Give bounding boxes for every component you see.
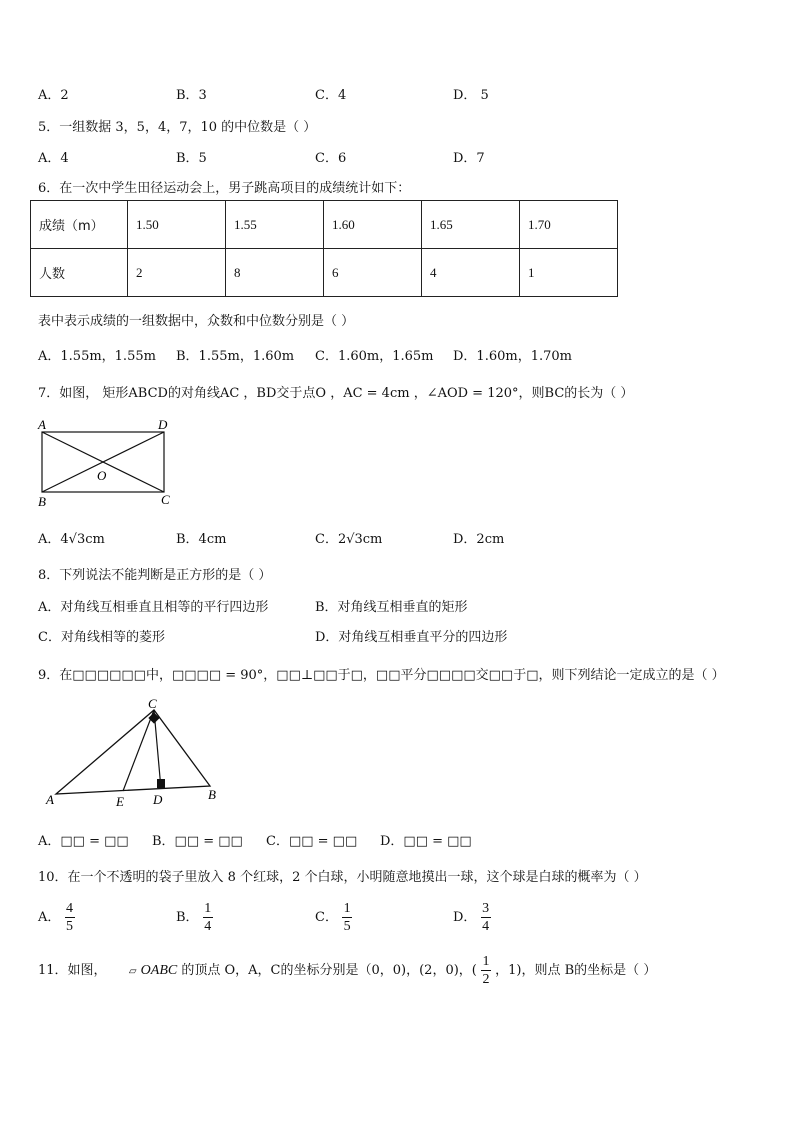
table-cell: 1.50 xyxy=(128,201,226,249)
point-label-e: E xyxy=(116,794,124,809)
q7-option-c: C．2√3cm xyxy=(315,532,383,547)
q4-option-c: C．4 xyxy=(315,88,347,103)
q11-middle: 的顶点 O，A，C的坐标分别是（0，0)，(2，0)，( xyxy=(181,963,477,978)
q10-stem: 10．在一个不透明的袋子里放入 8 个红球，2 个白球，小明随意地摸出一球，这个球是白球的概率为（ ） xyxy=(38,870,647,885)
option-label: A． xyxy=(38,910,61,925)
q9-stem: 9．在□□□□□□中，□□□□ = 90°，□□⊥□□于□，□□平分□□□□交□□于□，则下列结论一定成立的是（ ） xyxy=(38,668,725,683)
denominator: 4 xyxy=(204,919,212,934)
table-cell: 1.65 xyxy=(422,201,520,249)
table-cell: 2 xyxy=(128,249,226,297)
vertex-label-a: A xyxy=(46,792,54,807)
q8-stem: 8．下列说法不能判断是正方形的是（ ） xyxy=(38,568,272,583)
option-label: C． xyxy=(315,910,338,925)
q7-option-a: A．4√3cm xyxy=(38,532,105,547)
denominator: 5 xyxy=(343,919,351,934)
q6-score-table xyxy=(30,200,618,297)
table-cell: 6 xyxy=(324,249,422,297)
q6-question: 表中表示成绩的一组数据中，众数和中位数分别是（ ） xyxy=(38,314,355,329)
q9-option-b: B．□□ = □□ xyxy=(152,834,243,849)
q9-option-d: D．□□ = □□ xyxy=(380,834,472,849)
point-label-d: D xyxy=(153,792,163,807)
q7-option-b: B．4cm xyxy=(176,532,227,547)
q8-option-d: D．对角线互相垂直平分的四边形 xyxy=(315,630,508,645)
q5-option-a: A．4 xyxy=(38,151,69,166)
q10-option-d xyxy=(453,901,491,934)
q8-option-c: C．对角线相等的菱形 xyxy=(38,630,165,645)
table-row xyxy=(31,201,618,249)
vertex-label-c: C xyxy=(161,492,170,507)
table-row xyxy=(31,249,618,297)
q5-option-c: C．6 xyxy=(315,151,347,166)
fraction xyxy=(65,901,75,934)
fraction xyxy=(481,901,491,934)
denominator: 2 xyxy=(482,972,490,987)
parallelogram-icon: ▱ xyxy=(128,966,137,977)
q8-option-b: B．对角线互相垂直的矩形 xyxy=(315,600,468,615)
q7-option-d: D．2cm xyxy=(453,532,505,547)
fraction xyxy=(481,954,491,987)
table-cell: 1 xyxy=(520,249,618,297)
q10-option-a xyxy=(38,901,75,934)
q11-suffix: ，1)，则点 B的坐标是（ ） xyxy=(495,963,657,978)
q6-option-c: C．1.60m，1.65m xyxy=(315,349,434,364)
fraction xyxy=(342,901,352,934)
table-cell: 成绩（m） xyxy=(31,201,128,249)
q6-option-b: B．1.55m，1.60m xyxy=(176,349,295,364)
q10-option-c xyxy=(315,901,352,934)
numerator: 4 xyxy=(66,901,74,916)
table-cell: 4 xyxy=(422,249,520,297)
point-label-o: O xyxy=(97,468,107,483)
vertex-label-a: A xyxy=(38,417,46,432)
q5-stem: 5．一组数据 3，5，4，7，10 的中位数是（ ） xyxy=(38,120,317,135)
q8-option-a: A．对角线互相垂直且相等的平行四边形 xyxy=(38,600,269,615)
numerator: 1 xyxy=(482,954,490,969)
denominator: 5 xyxy=(66,919,74,934)
table-cell: 1.60 xyxy=(324,201,422,249)
q10-option-b xyxy=(176,901,213,934)
vertex-label-d: D xyxy=(158,417,168,432)
q9-triangle-diagram xyxy=(36,696,236,816)
numerator: 1 xyxy=(204,901,212,916)
option-label: B． xyxy=(176,910,199,925)
q7-rectangle-diagram xyxy=(30,412,190,512)
q11-stem xyxy=(38,954,656,987)
denominator: 4 xyxy=(482,919,490,934)
q7-stem: 7．如图， 矩形ABCD的对角线AC ，BD交于点O ，AC = 4cm ，∠AOD = 120°，则BC的长为（ ） xyxy=(38,386,634,401)
numerator: 1 xyxy=(343,901,351,916)
q6-option-d: D．1.60m，1.70m xyxy=(453,349,572,364)
q11-prefix: 11．如图， xyxy=(38,963,107,978)
table-cell: 8 xyxy=(226,249,324,297)
q6-option-a: A．1.55m，1.55m xyxy=(38,349,156,364)
right-angle-mark-d xyxy=(157,779,165,788)
q4-option-d: D． 5 xyxy=(453,88,489,103)
q11-shape-name: OABC xyxy=(140,963,178,978)
q4-option-b: B．3 xyxy=(176,88,207,103)
table-cell: 1.70 xyxy=(520,201,618,249)
q5-option-b: B．5 xyxy=(176,151,207,166)
vertex-label-b: B xyxy=(38,494,46,509)
fraction xyxy=(203,901,213,934)
q5-option-d: D．7 xyxy=(453,151,485,166)
vertex-label-c: C xyxy=(148,696,157,711)
table-cell: 1.55 xyxy=(226,201,324,249)
numerator: 3 xyxy=(482,901,490,916)
option-label: D． xyxy=(453,910,477,925)
q6-stem: 6．在一次中学生田径运动会上，男子跳高项目的成绩统计如下： xyxy=(38,181,411,196)
q4-option-a: A．2 xyxy=(38,88,69,103)
q9-option-a: A．□□ = □□ xyxy=(38,834,129,849)
segment-ce xyxy=(123,710,154,791)
table-cell: 人数 xyxy=(31,249,128,297)
q9-option-c: C．□□ = □□ xyxy=(266,834,358,849)
triangle-abc xyxy=(56,710,210,794)
vertex-label-b: B xyxy=(208,787,216,802)
